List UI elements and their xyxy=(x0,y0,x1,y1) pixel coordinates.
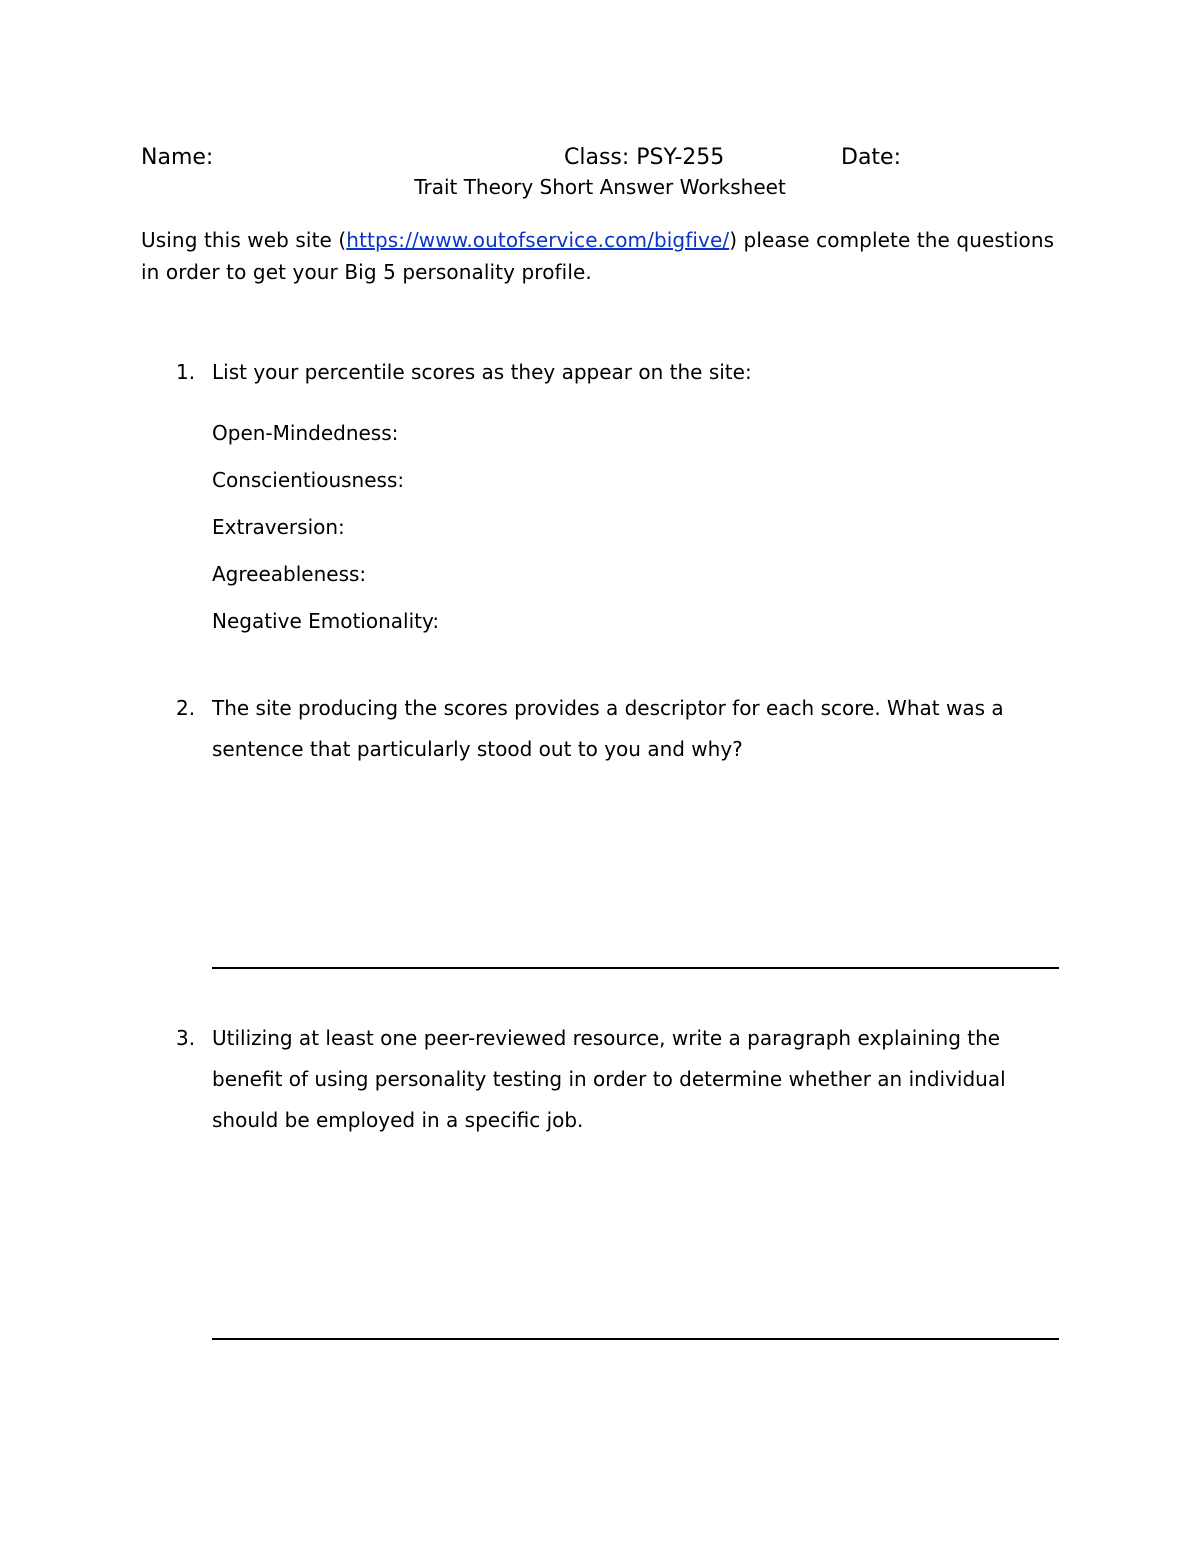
answer-line-question-3 xyxy=(212,1338,1059,1340)
question-3 xyxy=(176,1018,1062,1141)
question-1-number: 1. xyxy=(176,360,196,384)
class-label: Class: PSY-255 xyxy=(564,145,725,170)
date-label: Date: xyxy=(841,145,901,170)
trait-score-list xyxy=(212,419,439,654)
answer-line-question-2 xyxy=(212,967,1059,969)
question-3-number: 3. xyxy=(176,1026,196,1050)
question-1 xyxy=(176,352,1062,393)
trait-extraversion: Extraversion: xyxy=(212,515,345,539)
question-2-number: 2. xyxy=(176,696,196,720)
bigfive-link[interactable]: https://www.outofservice.com/bigfive/ xyxy=(346,228,730,252)
question-2 xyxy=(176,688,1062,770)
question-1-text: List your percentile scores as they appear on the site: xyxy=(212,360,752,384)
name-label: Name: xyxy=(141,145,214,170)
worksheet-title: Trait Theory Short Answer Worksheet xyxy=(414,175,786,199)
intro-prefix: Using this web site ( xyxy=(141,228,347,252)
trait-negative-emotionality: Negative Emotionality: xyxy=(212,609,440,633)
trait-conscientiousness: Conscientiousness: xyxy=(212,468,405,492)
intro-paragraph xyxy=(141,224,1061,288)
trait-open-mindedness: Open-Mindedness: xyxy=(212,421,399,445)
intro-suffix: ) please complete the questions in order to get your Big 5 personality profile. xyxy=(141,228,1055,284)
question-3-text: Utilizing at least one peer-reviewed resource, write a paragraph explaining the benefit of using personality testing in order to determine whether an individual should be employed in a specific job. xyxy=(212,1026,1006,1132)
trait-agreeableness: Agreeableness: xyxy=(212,562,367,586)
question-2-text: The site producing the scores provides a descriptor for each score. What was a sentence that particularly stood out to you and why? xyxy=(212,696,1004,761)
